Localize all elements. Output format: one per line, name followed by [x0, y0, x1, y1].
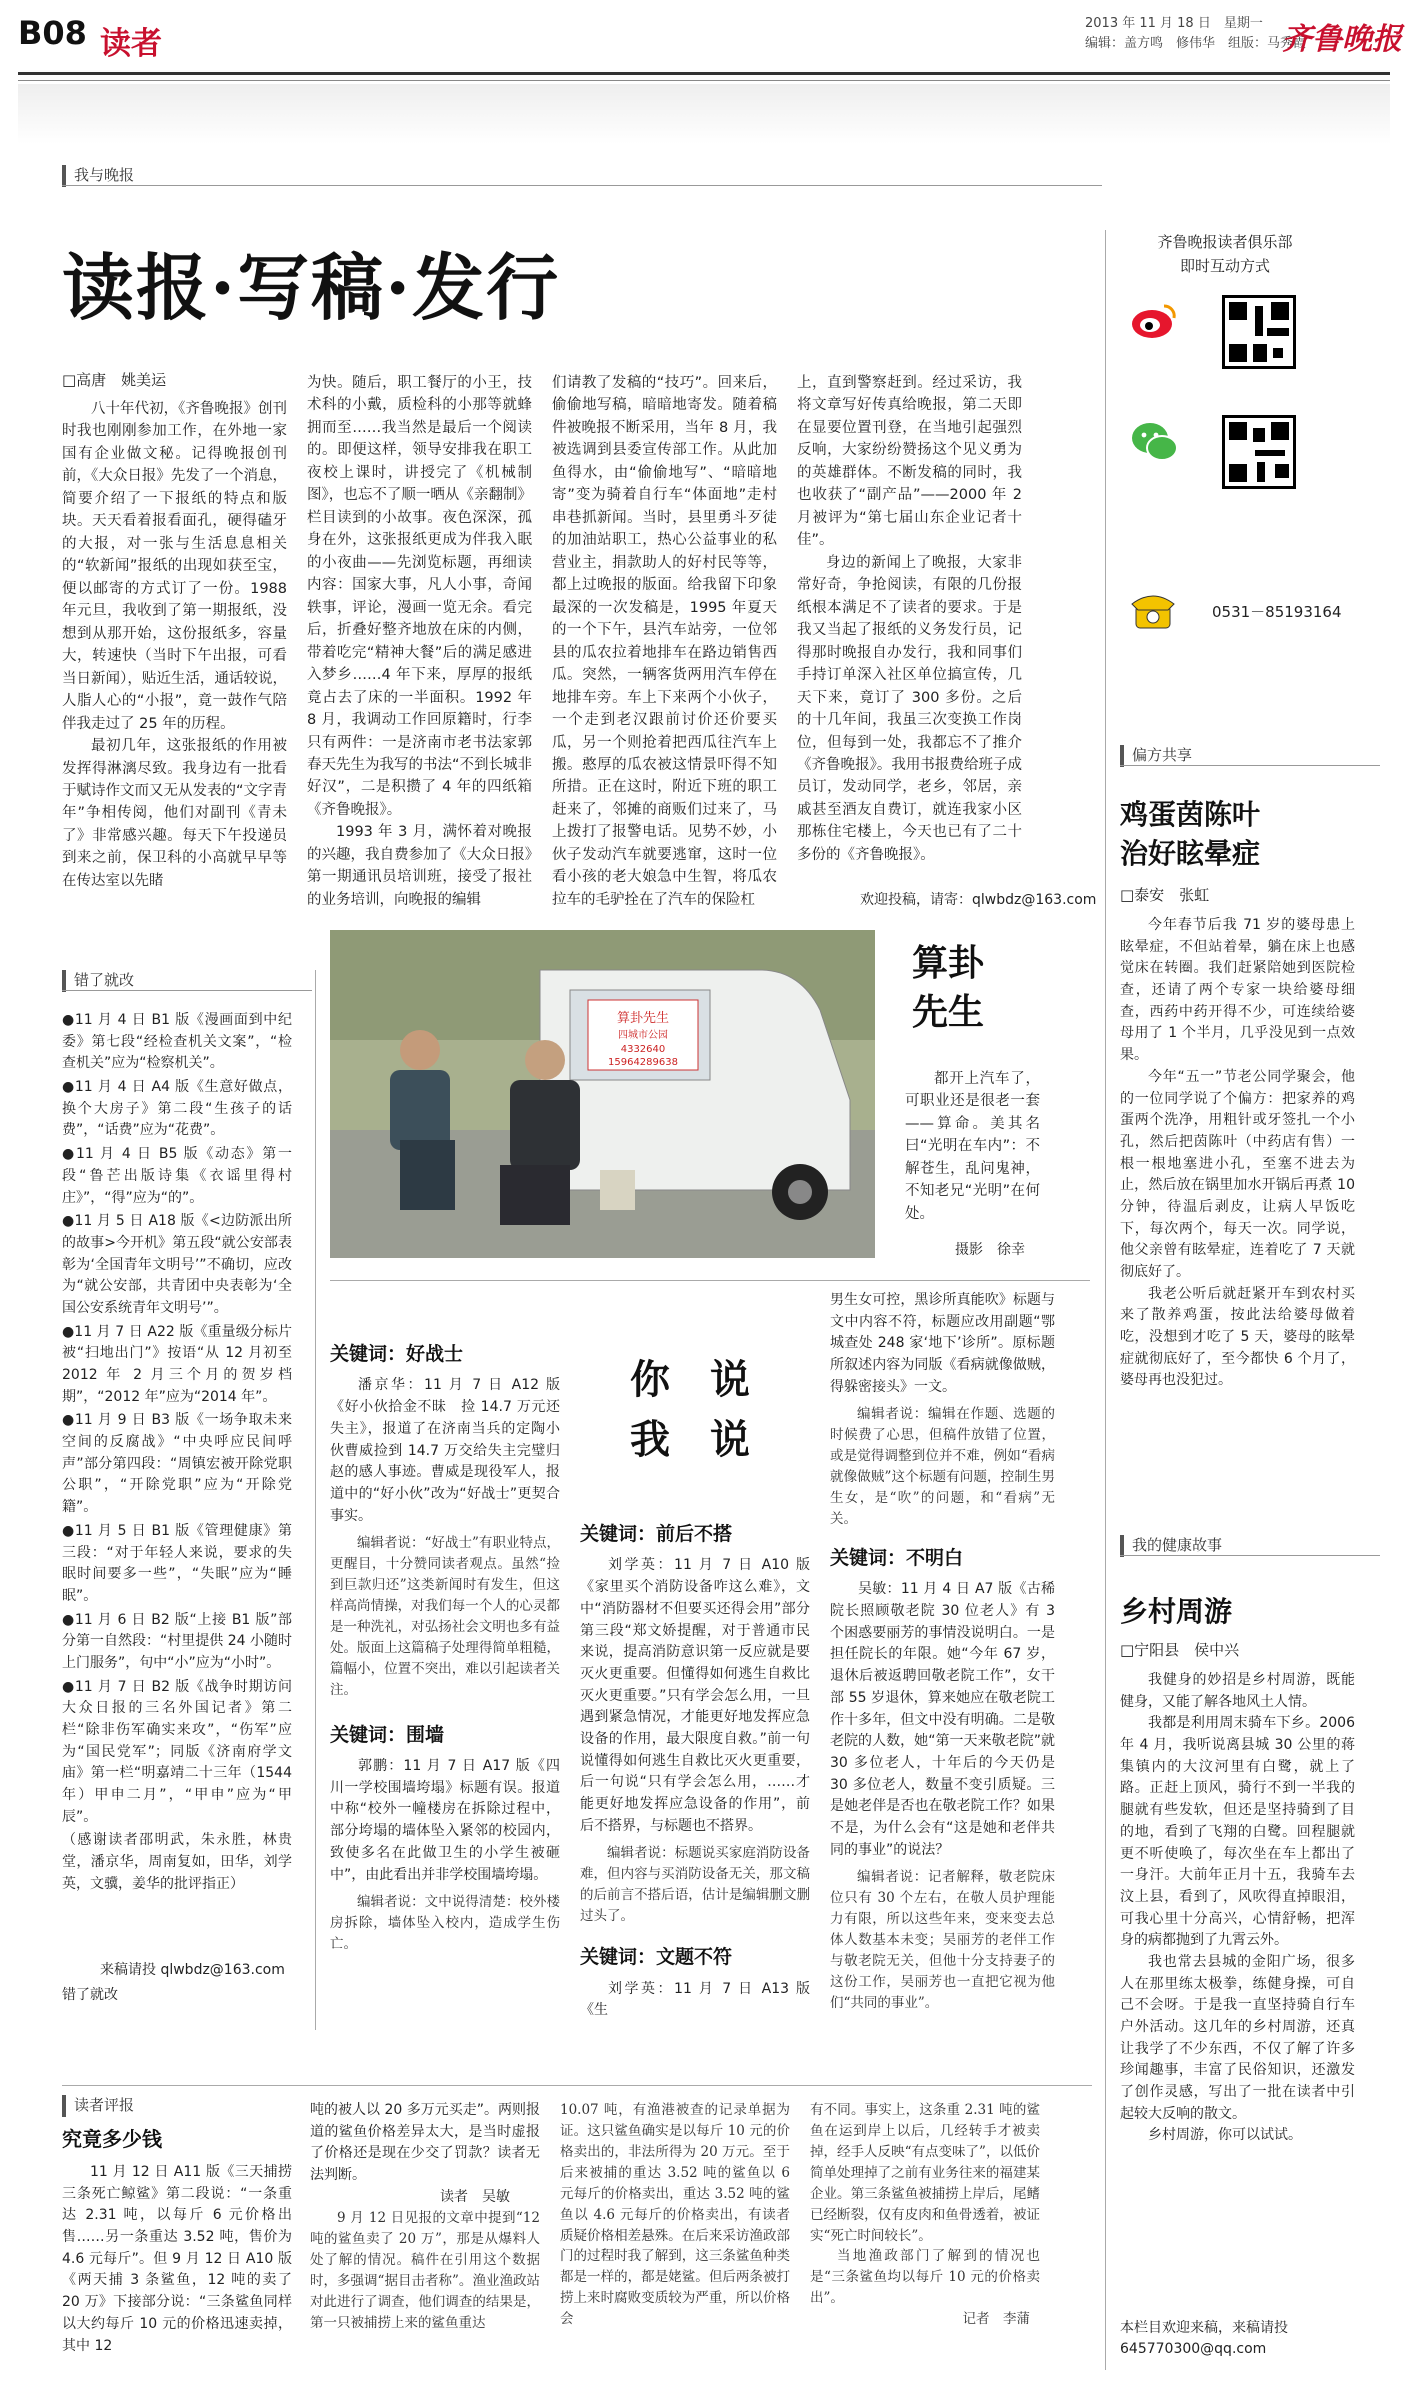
- wechat-icon: [1130, 420, 1180, 464]
- errata-footer: 来稿请投 qlwbdz@163.com: [100, 1962, 285, 1978]
- section-tag-health: 我的健康故事: [1120, 1535, 1222, 1557]
- prescription-title-line-2: 治好眩晕症: [1120, 837, 1261, 871]
- weibo-icon: [1130, 300, 1180, 340]
- feature-col-1: [62, 398, 287, 910]
- prescription-title: [1120, 795, 1260, 873]
- paragraph: 八十年代初，《齐鲁晚报》创刊时我也刚刚参加工作，在外地一家国有企业做文秘。记得晚报创刊前，《大众日报》先发了一个消息，简要介绍了一下报纸的特点和版块。天天看着报看面孔，硬得磕牙的大报，对一张与生活息息相关的“软新闻”报纸的出现如获至宝，便以邮寄的方式订了一份。1988 年元旦，我收到了第一期报纸，没想到从那开始，这份报纸多，容量大，转速快（当时下午出报，可看当日新闻），贴近生活，通话较说，人脂人心的“小报”，竟一鼓作气陪伴我走过了 25 年的历程。: [62, 401, 287, 732]
- review-col-3: [560, 2100, 790, 2372]
- you-say-col-2: [580, 1520, 810, 2040]
- paragraph: 我健身的妙招是乡村周游，既能健身，又能了解各地风土人情。: [1120, 1672, 1355, 1710]
- tag-rule: [1120, 765, 1380, 766]
- errata-item: ●11 月 7 日 A22 版《重量级分标片被“扫地出门”》按语“从 12 月初至 2012 年 2 月三个月的贺岁档期”，“2012 年”应为“2014 年”。: [62, 1323, 292, 1405]
- reporter-reply: 9 月 12 日见报的文章中提到“12 吨的鲨鱼卖了 20 万”，那是从爆料人处了解的情况。稿件在引用这个数据时，多强调“据目击者称”。渔业渔政站对此进行了调查，他们调查的结果是，第一只被捕捞上来的鲨鱼重达: [310, 2210, 540, 2332]
- header-rule-thin: [18, 80, 1390, 81]
- paragraph: 我也常去县城的金阳广场，很多人在那里练太极拳，练健身操，可自己不会呀。于是我一直坚持骑自行车户外活动。这几年的乡村周游，还真让我学了不少东西，不仅了解了许多珍闻趣事，丰富了民俗知识，还激发了创作灵感，写出了一批在读者中引起较大反响的散文。: [1120, 1953, 1355, 2122]
- wechat-qr-code: [1222, 415, 1296, 489]
- section-tag-prescription: 偏方共享: [1120, 745, 1192, 767]
- keyword-heading: 关键词：围墙: [330, 1723, 445, 1746]
- paragraph: 10.07 吨，有渔港被查的记录单据为证。这只鲨鱼确实是以每斤 10 元的价格卖出的，非法所得为 20 万元。至于后来被捕的重达 3.52 吨的鲨鱼以 6 元每斤的价格卖出，重达 3.52 吨的鲨鱼以 4.6 元每斤的价格卖出，有读者质疑价格相差悬殊。在后来采访渔政部门的过程时我了解到，这三条鲨鱼种类都是一样的，都是姥鲨。但后两条被打捞上来时腐败变质较为严重，所以价格会: [560, 2102, 790, 2328]
- editor-note: 编辑者说：“好战士”有职业特点，更醒目，十分赞同读者观点。虽然“捡到巨款归还”这类新闻时有发生，但这样高尚情操，对我们每一个人的心灵都是一种洗礼，对弘扬社会文明也多有益处。版面上这篇稿子处理得简单粗糙，篇幅小，位置不突出，难以引起读者关注。: [330, 1535, 560, 1698]
- van-sign-line-3: 4332640: [620, 1044, 666, 1055]
- paragraph: 当地渔政部门了解到的情况也是“三条鲨鱼均以每斤 10 元的价格卖出”。: [810, 2248, 1040, 2307]
- club-title-line-2: 即时互动方式: [1179, 257, 1270, 275]
- review-col-2: [310, 2100, 540, 2372]
- keyword-heading: 关键词：前后不搭: [580, 1523, 733, 1545]
- you-say-title: [630, 1350, 750, 1470]
- column-divider: [315, 970, 316, 2030]
- section-tag-wybb: 我与晚报: [62, 165, 134, 187]
- review-title: 究竟多少钱: [62, 2127, 162, 2151]
- club-phone: 0531－85193164: [1212, 603, 1342, 621]
- you-say-col-3: [830, 1290, 1055, 2040]
- errata-item: ●11 月 4 日 A4 版《生意好做点，换个大房子》第二段“生孩子的话费”，“话费”应为“花费”。: [62, 1079, 292, 1139]
- prescription-body: [1120, 915, 1355, 1515]
- paragraph: 乡村周游，你可以试试。: [1148, 2127, 1302, 2144]
- photo-title: 算卦先生: [912, 943, 985, 1033]
- newspaper-logo: 齐鲁晚报: [1282, 22, 1402, 57]
- errata-item: ●11 月 4 日 B1 版《漫画面到中纪委》第七段“经检查机关文案”，“检查机关”应为“检察机关”。: [62, 1012, 292, 1072]
- photo-caption: [905, 1068, 1040, 1238]
- paragraph: 我都是利用周末骑车下乡。2006 年 4 月，我听说离县城 30 公里的蒋集镇内的大汶河里有白鹭，就上了路。正赶上顶风，骑行不到一半我的腿就有些发软，但还是坚持骑到了目的地，看到了飞翔的白鹭。回程腿就更不听使唤了，每次坐在车上都出了一身汗。大前年正月十五，我骑车去汶上县，看到了，风吹得直掉眼泪，可我心里十分高兴，心情舒畅，把浑身的病都抛到了九霄云外。: [1120, 1715, 1355, 1949]
- paragraph: 吨的被人以 20 多万元买走”。两则报道的鲨鱼价格差异太大，是当时虚报了价格还是现在少交了罚款？读者无法判断。: [310, 2102, 540, 2184]
- health-body: [1120, 1670, 1355, 2310]
- tag-rule: [1120, 1555, 1380, 1556]
- paragraph: 身边的新闻上了晚报，大家非常好奇，争抢阅读，有限的几份报纸根本满足不了读者的要求。于是我又当起了报纸的义务发行员，记得那时晚报自办发行，我和同事们手持订单深入社区单位搞宣传，几天下来，竟订了 300 多份。之后的十几年间，我虽三次变换工作岗位，但每到一处，我都忘不了推介《齐鲁晚报》。我用书报费给班子成员订，发动同学，老乡，邻居，亲戚甚至酒友自费订，就连我家小区那栋住宅楼上，今天也已有了二十多份的《齐鲁晚报》。: [797, 554, 1022, 863]
- telephone-icon: [1130, 590, 1176, 630]
- paragraph: 潘京华：11 月 7 日 A12 版《好小伙拾金不昧 捡 14.7 万元还失主》，报道了在济南当兵的定陶小伙曹威捡到 14.7 万交给失主完璧归赵的感人事迹。曹威是现役军人，报道中的“好小伙”改为“好战士”更契合事实。: [330, 1377, 560, 1524]
- paragraph: 们请教了发稿的“技巧”。回来后，偷偷地写稿，暗暗地寄发。随着稿件被晚报不断采用，当年 8 月，我被选调到县委宣传部工作。从此加鱼得水，由“偷偷地写”、“暗暗地寄”变为骑着自行车“体面地”走村串巷抓新闻。当时，县里勇斗歹徒的加油站职工，热心公益事业的私营业主，捐款助人的好村民等等，都上过晚报的版面。给我留下印象最深的一次发稿是，1995 年夏天的一个下午，县汽车站旁，一位邻县的瓜农拉着地排车在路边销售西瓜。突然，一辆客货两用汽车停在地排车旁。车上下来两个小伙子，一个走到老汉跟前讨价还价要买瓜，另一个则抢着把西瓜往汽车上搬。憨厚的瓜农被这情景吓得不知所措。正在这时，附近下班的职工赶来了，邻摊的商贩们过来了，马上拨打了报警电话。见势不妙，小伙子发动汽车就要逃窜，这时一位看小孩的老大娘急中生智，将瓜农拉车的毛驴拴在了汽车的保险杠: [552, 375, 777, 908]
- club-title-line-1: 齐鲁晚报读者俱乐部: [1157, 233, 1293, 251]
- errata-item: ●11 月 4 日 B5 版《动态》第一段“鲁芒出版诗集《衣谣里得村庄》”，“得”应为“的”。: [62, 1146, 292, 1206]
- paragraph: 11 月 12 日 A11 版《三天捕捞三条死亡鲸鲨》第二段说：“一条重达 2.31 吨，以每斤 6 元价格出售……另一条重达 3.52 吨，售价为 4.6 元每斤”。但 9 月 12 日 A10 版《两天捕 3 条鲨鱼，12 吨的卖了 20 万》下接部分说：“三条鲨鱼同样以大约每斤 10 元的价格迅速卖掉，其中 12: [62, 2164, 292, 2354]
- staff-line: 编辑：盖方鸣 修伟华 组版：马秀霞: [1085, 35, 1307, 51]
- errata-item: ●11 月 7 日 B2 版《战争时期访问大众日报的三名外国记者》第二栏“除非伤军确实来攻”，“伤军”应为“国民党军”；同版《济南府学文庙》第一栏“明嘉靖二十三年（1544 年）甲申二月”，“甲申”应为“甲辰”。: [62, 1678, 292, 1825]
- caption-text: 都开上汽车了，可职业还是很老一套——算命。美其名曰“光明在车内”：不解苍生，乱问鬼神，不知老兄“光明”在何处。: [905, 1071, 1040, 1222]
- section-tag-review: 读者评报: [62, 2095, 134, 2117]
- paragraph: 刘学英：11 月 7 日 A10 版《家里买个消防设备咋这么难》，文中“消防器材不但要买还得会用”部分第三段“郑文娇提醒，对于普通市民来说，提高消防意识第一反应就是要灭火更重要。但懂得如何逃生自救比灭火更重要。”只有学会怎么用，一旦遇到紧急情况，才能更好地发挥应急设备的作用，最大限度自救。”前一句说懂得如何逃生自救比灭火更重要，后一句说“只有学会怎么用，……才能更好地发挥应急设备的作用”，前后不搭界，与标题也不搭界。: [580, 1557, 810, 1834]
- paragraph: 我老公听后就赶紧开车到农村买来了散养鸡蛋，按此法给婆母做着吃，没想到才吃了 5 天，婆母的眩晕症就彻底好了，至今都快 6 个月了，婆母再也没犯过。: [1120, 1285, 1355, 1389]
- section-name: 读者: [100, 26, 162, 62]
- feature-title: 读报·写稿·发行: [62, 245, 561, 330]
- submission-email: 欢迎投稿，请寄：qlwbdz@163.com: [860, 892, 1097, 908]
- editor-note: 编辑者说：标题说买家庭消防设备难，但内容与买消防设备无关，那文稿的后前言不搭后语，估计是编辑删文删过头了。: [580, 1845, 810, 1925]
- header-shade: [18, 84, 1390, 144]
- header-rule: [18, 72, 1390, 75]
- club-title: [1120, 230, 1330, 278]
- editor-note: 编辑者说：记者解释，敬老院床位只有 30 个左右，在敬人员护理能力有限，所以这些年来，变来变去总体人数基本未变；吴丽芳的老伴工作与敬老院无关，但他十分支持妻子的这份工作，吴丽芳也一直把它视为他们“共同的事业”。: [830, 1869, 1055, 2011]
- header-meta: [1085, 14, 1306, 53]
- paragraph: 男生女可控，黑诊所真能吹》标题与文中内容不符，标题应改用副题“鄂城查处 248 家‘地下’诊所”。原标题所叙述内容为同版《看病就像做贼，得躲密接头》一文。: [830, 1292, 1055, 1395]
- errata-footer-2: 错了就改: [62, 1987, 118, 2003]
- review-col-4: [810, 2100, 1040, 2372]
- paragraph: 郭鹏：11 月 7 日 A17 版《四川一学校围墙垮塌》标题有误。报道中称“校外一幢楼房在拆除过程中，部分垮塌的墙体坠入紧邻的校园内，致使多名在此做卫生的小学生被砸中”，由此看出并非学校围墙垮塌。: [330, 1758, 560, 1883]
- section-tag-errata: 错了就改: [62, 970, 134, 992]
- section-rule: [330, 1280, 1090, 1281]
- tag-rule: [62, 990, 312, 991]
- errata-item: ●11 月 5 日 B1 版《管理健康》第三段：“对于年轻人来说，要求的失眠时间要多一些”，“失眠”应为“睡眠”。: [62, 1522, 292, 1604]
- reporter-sign: 记者 李蒲: [962, 2311, 1030, 2328]
- van-sign-line-2: 四城市公园: [618, 1030, 668, 1041]
- keyword-heading: 关键词：不明白: [830, 1546, 964, 1569]
- paragraph: 最初几年，这张报纸的作用被发挥得淋漓尽致。我身边有一批看于赋诗作文而又无从发表的“文字青年”争相传阅，他们对副刊《青未了》非常感兴趣。每天下午投递员到来之前，保卫科的小高就早早等在传达室以先睹: [62, 738, 287, 889]
- paragraph: 今年“五一”节老公同学聚会，他的一位同学说了个偏方：把家养的鸡蛋两个洗净，用粗针或牙签扎一个小孔，然后把茵陈叶（中药店有售）一根一根地塞进小孔，至塞不进去为止，然后放在锅里加水开锅后再煮 10 分钟，待温后剥皮，让病人早饭吃下，每次两个，每天一次。同学说，他父亲曾有眩晕症，连着吃了 7 天就彻底好了。: [1120, 1068, 1355, 1280]
- editor-note: 编辑者说：文中说得清楚：校外楼房拆除，墙体坠入校内，造成学生伤亡。: [330, 1894, 560, 1953]
- errata-item: ●11 月 6 日 B2 版“上接 B1 版”部分第一自然段：“村里提供 24 小随时上门服务”，句中“小”应为“小时”。: [62, 1611, 292, 1671]
- paragraph: 为快。随后，职工餐厅的小王，技术科的小戴，质检科的小那等就蜂拥而至……我当然是最后一个阅读的。即便这样，领导安排我在职工夜校上课时，讲授完了《机械制图》，也忘不了顺一晒从《亲翻制》栏目读到的小故事。夜色深深，孤身在外，这张报纸更成为伴我入眠的小夜曲——先浏览标题，再细读内容：国家大事，凡人小事，奇闻轶事，评论，漫画一览无余。看完后，折叠好整齐地放在床的内侧，带着吃完“精神大餐”后的满足感进入梦乡……4 年下来，厚厚的报纸竟占去了床的一半面积。1992 年 8 月，我调动工作回原籍时，行李只有两件：一是济南市老书法家郭春天先生为我写的书法“不到长城非好汉”，二是积攒了 4 年的四纸箱《齐鲁晚报》。: [307, 375, 532, 818]
- weibo-qr-code: [1222, 295, 1296, 369]
- feature-col-4: [797, 372, 1022, 884]
- errata-list: [62, 1010, 292, 1940]
- prescription-title-line-1: 鸡蛋茵陈叶: [1120, 798, 1261, 831]
- reader-sign: 读者 吴敏: [440, 2188, 510, 2205]
- you-say-title-line-2: 我 说: [630, 1417, 750, 1463]
- health-title: 乡村周游: [1120, 1595, 1233, 1628]
- errata-item: ●11 月 9 日 B3 版《一场争取未来空间的反腐战》“中央呼应民间呼声”部分第四段：“周镇宏被开除党职公职”，“开除党职”应为“开除党籍”。: [62, 1412, 292, 1516]
- you-say-title-line-1: 你 说: [630, 1357, 750, 1403]
- paragraph: 有不同。事实上，这条重 2.31 吨的鲨鱼在运到岸上以后，几经转手才被卖掉，经手人反映“有点变味了”，以低价简单处理掉了之前有业务往来的福建某企业。第三条鲨鱼被捕捞上岸后，尾鳍已经断裂，仅有皮肉和鱼骨透着，被证实“死亡时间较长”。: [810, 2102, 1040, 2244]
- tag-rule: [62, 185, 1102, 186]
- page-number: B08: [18, 14, 87, 52]
- feature-byline: □高唐 姚美运: [62, 371, 167, 389]
- paragraph: 上，直到警察赶到。经过采访，我将文章写好传真给晚报，第二天即在显要位置刊登，在当地引起强烈反响，大家纷纷赞扬这个见义勇为的英雄群体。不断发稿的同时，我也收获了“副产品”——2000 年 2 月被评为“第七届山东企业记者十佳”。: [797, 375, 1022, 549]
- photo-credit: 摄影 徐幸: [955, 1242, 1025, 1258]
- errata-item: （感谢读者邵明武，朱永胜，林贵堂，潘京华，周南复如，田华，刘学英，文骥，姜华的批评指正）: [62, 1832, 292, 1892]
- paragraph: 刘学英：11 月 7 日 A13 版《生: [580, 1980, 810, 2019]
- date-line: 2013 年 11 月 18 日 星期一: [1085, 16, 1263, 31]
- feature-col-3: [552, 372, 777, 910]
- keyword-heading: 关键词：文题不符: [580, 1946, 733, 1969]
- health-byline: □宁阳县 侯中兴: [1120, 1641, 1240, 1659]
- health-footer: 本栏目欢迎来稿，来稿请投 645770300@qq.com: [1120, 2320, 1288, 2357]
- van-sign-line-1: 算卦先生: [616, 1011, 670, 1026]
- van-sign-line-4: 15964289638: [608, 1057, 678, 1068]
- feature-col-2: [307, 372, 532, 910]
- keyword-heading: 关键词：好战士: [330, 1343, 464, 1365]
- column-divider: [1105, 230, 1106, 2370]
- prescription-byline: □泰安 张虹: [1120, 886, 1210, 904]
- paragraph: 吴敏：11 月 4 日 A7 版《古稀院长照顾敬老院 30 位老人》有 3 个困惑要丽芳的事情没说明白。一是担任院长的年限。她“今年 67 岁，退休后被返聘回敬老院工作”，女干部 55 岁退休，算来她应在敬老院工作十多年，但文中没有明确。二是敬老院的人数，她“第一天来敬老院”就 30 多位老人，十年后的今天仍是 30 多位老人，数量不变引质疑。三是她老伴是否也在敬老院工作？如果不是，为什么会有“这是她和老伴共同的事业”的说法？: [830, 1581, 1055, 1858]
- errata-item: ●11 月 5 日 A18 版《<边防派出所的故事>今开机》第五段“就公安部表彰为‘全国青年文明号’”不确切，应改为“就公安部，共青团中央表彰为‘全国公安系统青年文明号’”。: [62, 1213, 292, 1316]
- review-col-1: [62, 2162, 292, 2372]
- paragraph: 1993 年 3 月，满怀着对晚报的兴趣，我自费参加了《大众日报》第一期通讯员培训班，接受了报社的业务培训，向晚报的编辑: [307, 824, 532, 908]
- editor-note: 编辑者说：编辑在作题、选题的时候费了心思，但稿件放错了位置，或是觉得调整到位并不难，例如“看病就像做贼”这个标题有问题，控制生男生女，是“吹”的问题，和“看病”无关。: [830, 1406, 1055, 1528]
- fortune-teller-photo: [330, 930, 875, 1258]
- section-rule: [62, 2085, 1092, 2086]
- paragraph: 今年春节后我 71 岁的婆母患上眩晕症，不但站着晕，躺在床上也感觉床在转圈。我们赶紧陪她到医院检查，还请了两个专家一块给婆母细查，西药中药开得不少，可连续给婆母用了 1 个半月，几乎没见到一点效果。: [1120, 917, 1355, 1064]
